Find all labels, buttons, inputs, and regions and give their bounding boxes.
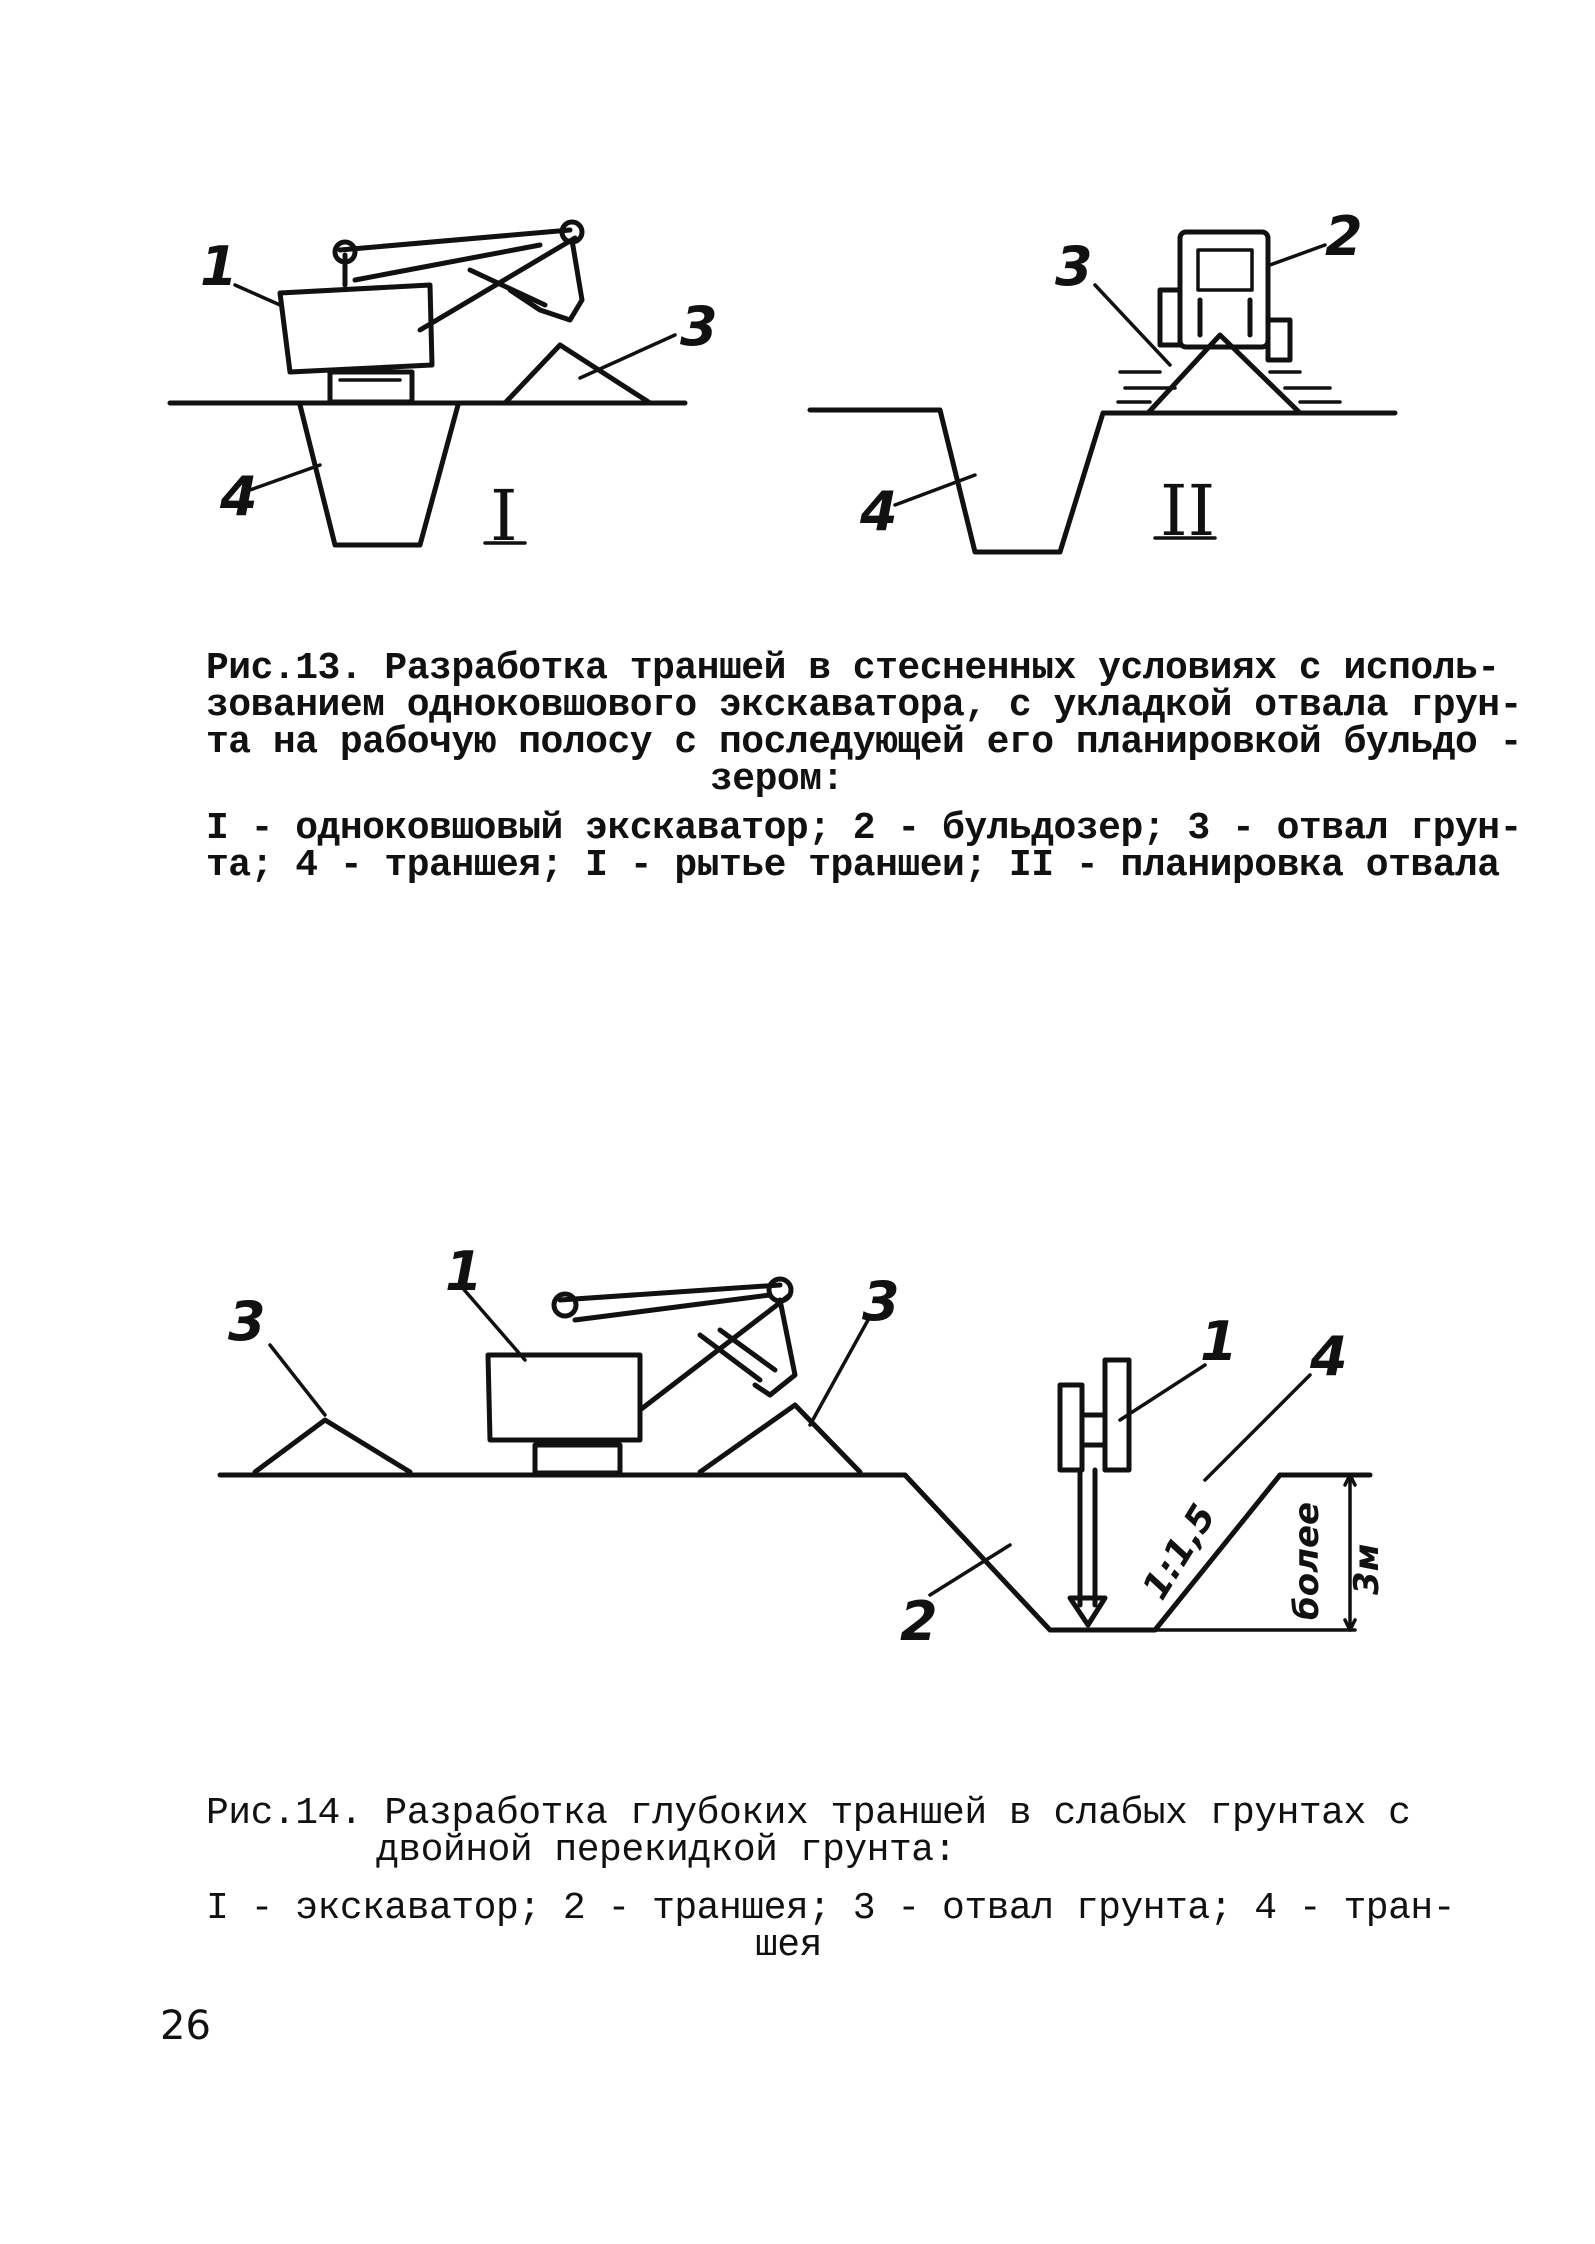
trench-left [300, 405, 458, 545]
stage-label-digging: I [490, 475, 518, 557]
slope-ratio-label: 1:1,5 [1134, 1497, 1225, 1607]
trench-right [810, 410, 1395, 552]
figure-13-diagram [0, 0, 1595, 620]
stage-label-leveling: II [1160, 470, 1216, 552]
figure-14-legend-line-2: шея [755, 1924, 822, 1967]
label-trench-13-right: 4 [860, 480, 898, 543]
excavator-bucket [510, 240, 582, 320]
figure-14-legend-line-1: I - экскаватор; 2 - траншея; 3 - отвал грунта; 4 - тран- [206, 1887, 1456, 1930]
figure-13-caption-line-1: Рис.13. Разработка траншей в стесненных условиях с исполь- [206, 647, 1500, 690]
excavator-tracks-14 [535, 1445, 620, 1473]
figure-13-legend-line-2: та; 4 - траншея; I - рытье траншеи; II - планировка отвала [206, 844, 1500, 887]
excavator-cab [280, 285, 432, 372]
figure-13-caption-line-4: зером: [710, 758, 844, 801]
label-bulldozer-13: 2 [1325, 205, 1363, 268]
label-spoil-14-far: 3 [228, 1290, 266, 1353]
spoil-pile-left [505, 345, 650, 403]
figure-14-caption-line-1: Рис.14. Разработка глубоких траншей в слабых грунтах с [206, 1792, 1411, 1835]
spoil-pile-far [255, 1420, 410, 1472]
figure-14-diagram [0, 1240, 1595, 1700]
piledriver-pile [1080, 1470, 1095, 1605]
excavator-cab-14 [488, 1355, 640, 1440]
label-excavator-13: 1 [200, 235, 238, 298]
label-trench-14-small: 4 [1310, 1325, 1348, 1388]
leader-line [580, 335, 675, 378]
label-spoil-13-left: 3 [680, 295, 718, 358]
depth-word-label: более [1287, 1501, 1327, 1620]
figure-14-caption-line-2: двойной перекидкой грунта: [376, 1829, 956, 1872]
label-piledriver-14: 1 [1200, 1310, 1238, 1373]
depth-value-label: 3м [1347, 1543, 1387, 1595]
label-spoil-13-right: 3 [1055, 235, 1093, 298]
excavator-tracks [330, 372, 412, 402]
page-number: 26 [160, 2003, 211, 2049]
label-trench-13-left: 4 [220, 465, 258, 528]
figure-13-legend-line-1: I - одноковшовый экскаватор; 2 - бульдозер; 3 - отвал грун- [206, 807, 1522, 850]
label-excavator-14: 1 [445, 1240, 483, 1303]
figure-13-caption-line-3: та на рабочую полосу с последующей его планировкой бульдо - [206, 721, 1522, 764]
label-spoil-14-near: 3 [862, 1270, 900, 1333]
spoil-pile-near [700, 1405, 860, 1472]
label-trench-14-deep: 2 [900, 1590, 938, 1653]
piledriver-mast-left [1060, 1385, 1082, 1470]
figure-13-caption-line-2: зованием одноковшового экскаватора, с укладкой отвала грун- [206, 684, 1522, 727]
